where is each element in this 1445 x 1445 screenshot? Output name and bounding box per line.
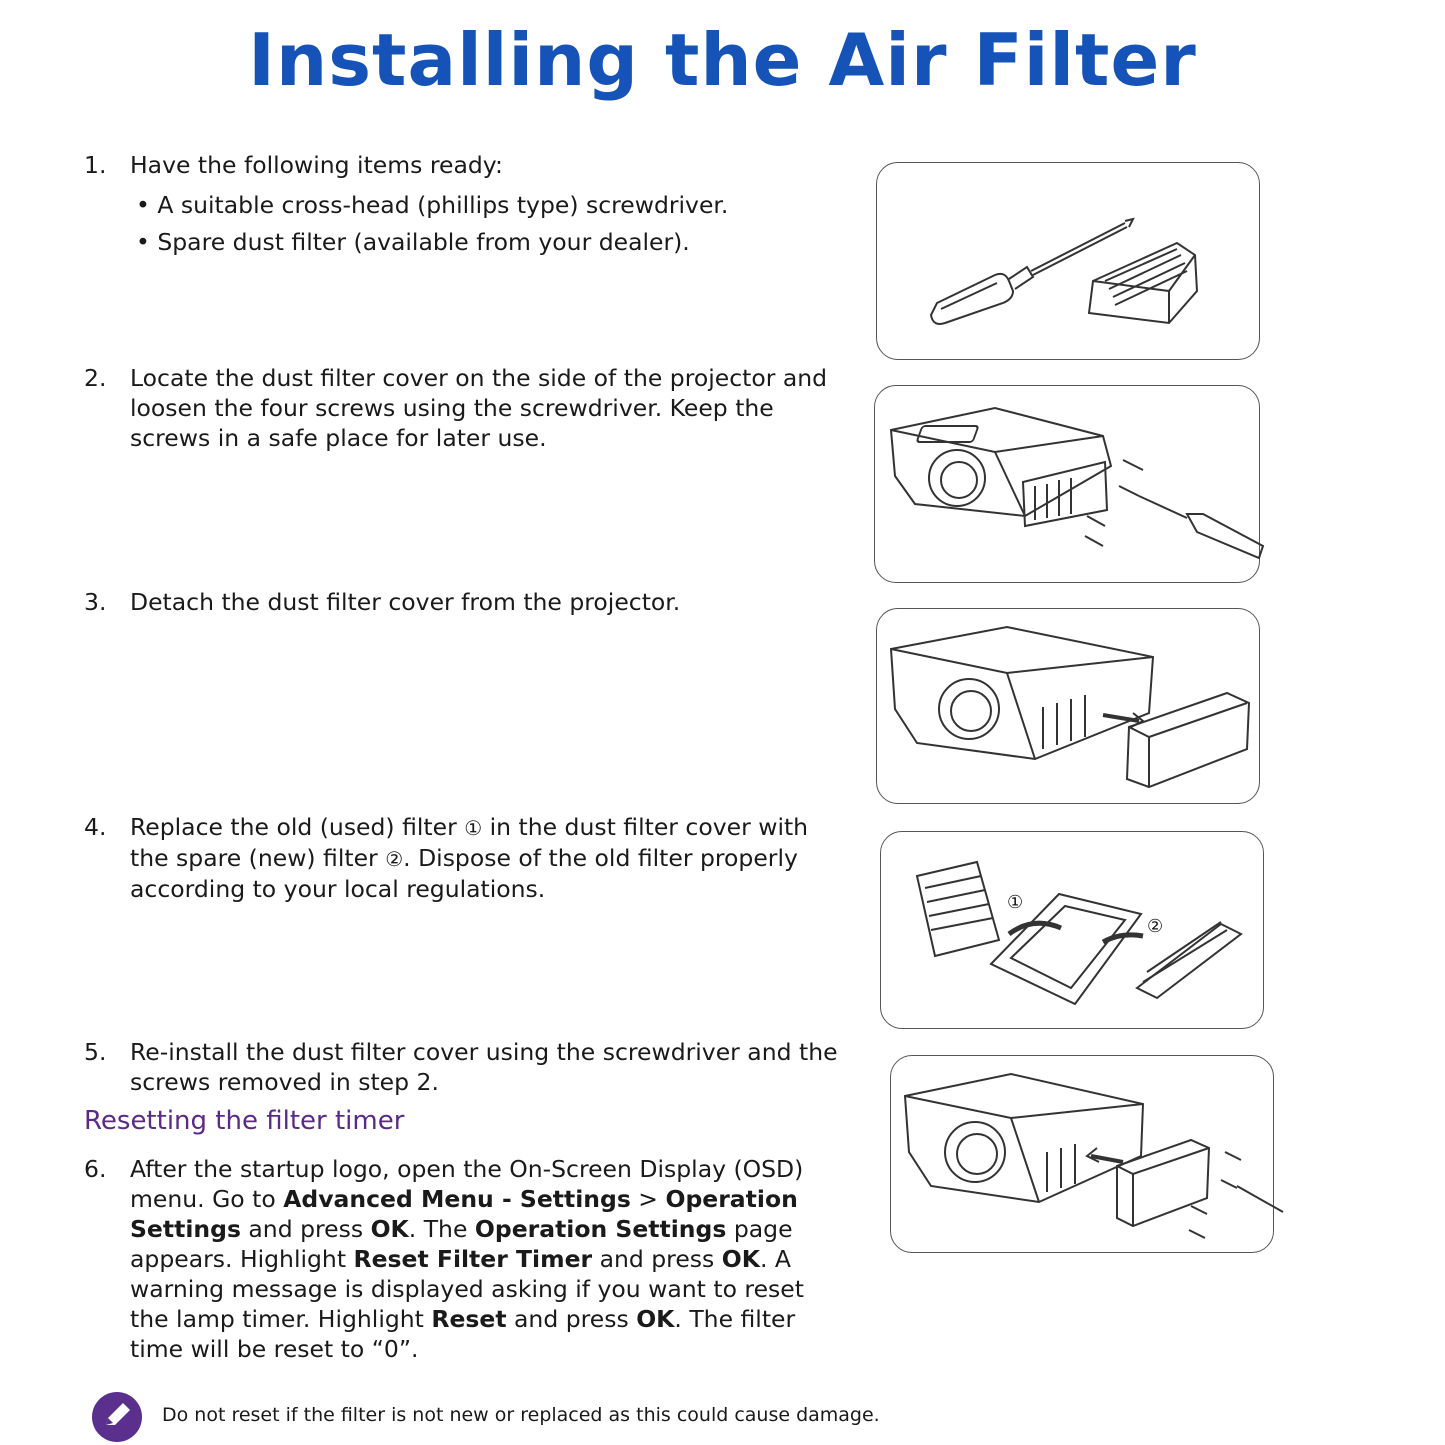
figure-reinstall-cover <box>890 1055 1274 1253</box>
step-number: 3. <box>84 588 107 616</box>
step-number: 5. <box>84 1038 107 1066</box>
figure-detach-cover <box>876 608 1260 804</box>
option-label: Reset <box>431 1305 507 1333</box>
step-number: 2. <box>84 364 107 392</box>
text-part: page appears. Highlight <box>130 1215 793 1273</box>
projector-detach-illustration <box>877 609 1259 803</box>
step-text <box>130 812 844 904</box>
figure-marker-1: ① <box>1007 892 1024 913</box>
menu-item-label: Reset Filter Timer <box>353 1245 593 1273</box>
page-title: Installing the Air Filter <box>248 18 1197 102</box>
text-part: and press <box>506 1305 637 1333</box>
step-number: 1. <box>84 151 107 179</box>
list-item: • Spare dust filter (available from your dealer). <box>136 227 844 257</box>
step-text: Re-install the dust filter cover using the screwdriver and the screws removed in step 2. <box>130 1038 838 1096</box>
menu-path: Operation Settings <box>130 1185 798 1243</box>
key-label: OK <box>370 1215 409 1243</box>
projector-screws-illustration <box>875 386 1259 582</box>
step-2 <box>84 363 844 453</box>
filter-replace-illustration <box>881 832 1263 1028</box>
list-item: • A suitable cross-head (phillips type) screwdriver. <box>136 190 844 220</box>
text-part: and press <box>592 1245 722 1273</box>
projector-reinstall-illustration <box>891 1056 1273 1252</box>
items-list <box>136 190 844 257</box>
menu-path: Advanced Menu - Settings <box>283 1185 631 1213</box>
marker-new-filter: ② <box>385 847 404 871</box>
text-part: in the dust filter cover with the spare (new) filter <box>130 813 809 872</box>
note-text: Do not reset if the filter is not new or replaced as this could cause damage. <box>162 1404 880 1426</box>
step-3 <box>84 587 844 617</box>
marker-old-filter: ① <box>464 816 483 840</box>
step-4 <box>84 812 844 904</box>
text-part: > <box>630 1185 666 1213</box>
step-number: 4. <box>84 813 107 841</box>
text-part: . Dispose of the old filter properly according to your local regulations. <box>130 844 798 903</box>
key-label: OK <box>636 1305 675 1333</box>
figure-marker-2: ② <box>1147 916 1164 937</box>
text-part: . The filter time will be reset to “0”. <box>130 1305 796 1363</box>
key-label: OK <box>721 1245 760 1273</box>
figure-replace-filter <box>880 831 1264 1029</box>
text-part: and press <box>240 1215 371 1243</box>
figure-loosen-screws <box>874 385 1260 583</box>
screwdriver-filter-illustration <box>877 163 1259 359</box>
warning-note <box>92 1392 992 1442</box>
step-text: Have the following items ready: <box>130 151 503 179</box>
figure-tools <box>876 162 1260 360</box>
text-part: Replace the old (used) filter <box>130 813 465 841</box>
text-part: . A warning message is displayed asking if you want to reset the lamp timer. Highlight <box>130 1245 804 1333</box>
step-text: Locate the dust filter cover on the side of the projector and loosen the four screws using the screwdriver. Keep the screws in a safe place for later use. <box>130 364 828 452</box>
page-label: Operation Settings <box>474 1215 727 1243</box>
text-part: After the startup logo, open the On-Screen Display (OSD) menu. Go to <box>130 1155 804 1213</box>
pencil-icon <box>92 1392 142 1442</box>
step-5 <box>84 1037 844 1097</box>
section-heading: Resetting the filter timer <box>84 1106 405 1136</box>
step-number: 6. <box>84 1155 107 1183</box>
text-part: . The <box>408 1215 475 1243</box>
step-text: Detach the dust filter cover from the projector. <box>130 588 681 616</box>
step-1 <box>84 150 844 264</box>
